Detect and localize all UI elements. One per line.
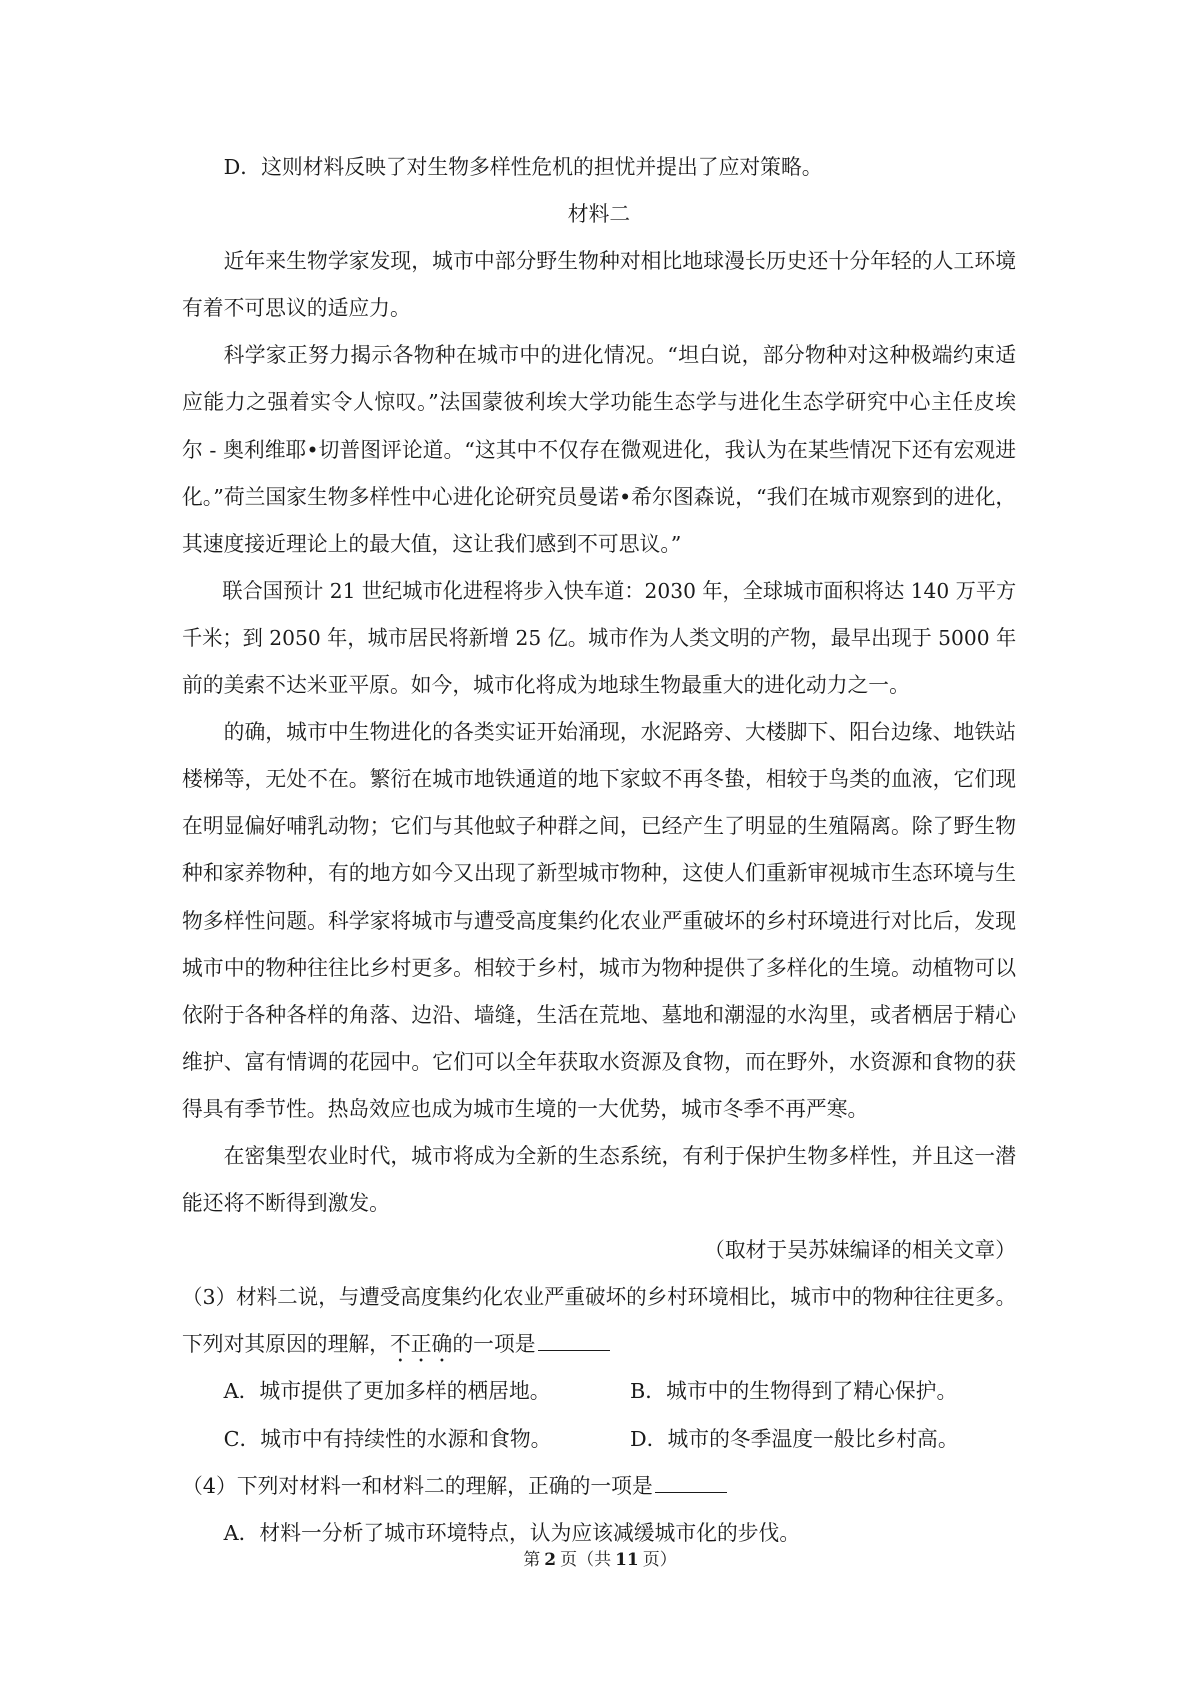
answer-blank: [538, 1332, 610, 1352]
footer-prefix: 第: [523, 1550, 541, 1570]
paragraph-line: 得具有季节性。热岛效应也成为城市生境的一大优势，城市冬季不再严寒。: [182, 1096, 869, 1121]
q3-option-d: D．城市的冬季温度一般比乡村高。: [630, 1426, 959, 1451]
q3-option-c: C．城市中有持续性的水源和食物。: [223, 1426, 552, 1451]
material-heading: 材料二: [567, 202, 631, 227]
paragraph-line: 应能力之强着实令人惊叹。”法国蒙彼利埃大学功能生态学与进化生态学研究中心主任皮埃: [182, 390, 1016, 415]
q3-prompt-after: 的一项是: [452, 1332, 536, 1357]
page-footer: [0, 1549, 1200, 1571]
paragraph-line: 科学家正努力揭示各物种在城市中的进化情况。“坦白说，部分物种对这种极端约束适: [223, 343, 1016, 368]
paragraph-line: 有着不可思议的适应力。: [182, 296, 411, 321]
q4-stem: [182, 1463, 1016, 1510]
paragraph-line: 依附于各种各样的角落、边沿、墙缝，生活在荒地、墓地和潮湿的水沟里，或者栖居于精心: [182, 1002, 1016, 1027]
paragraph-line: 种和家养物种，有的地方如今又出现了新型城市物种，这使人们重新审视城市生态环境与生: [182, 861, 1016, 886]
paragraph-line: 城市中的物种往往比乡村更多。相较于乡村，城市为物种提供了多样化的生境。动植物可以: [182, 955, 1016, 980]
q4-stem-text: （4）下列对材料一和材料二的理解，正确的一项是: [182, 1473, 653, 1498]
q3-option-b: B．城市中的生物得到了精心保护。: [630, 1379, 958, 1404]
page-content: [182, 144, 1016, 1557]
footer-middle: 页（共: [560, 1550, 612, 1570]
paragraph-line: 前的美索不达米亚平原。如今，城市化将成为地球生物最重大的进化动力之一。: [182, 673, 910, 698]
paragraph-line: 物多样性问题。科学家将城市与遭受高度集约化农业严重破坏的乡村环境进行对比后，发现: [182, 908, 1016, 933]
paragraph-line: 千米；到 2050 年，城市居民将新增 25 亿。城市作为人类文明的产物，最早出现于 5000 年: [182, 625, 1017, 650]
paragraph-line: 化。”荷兰国家生物多样性中心进化论研究员曼诺•希尔图森说，“我们在城市观察到的进化，: [182, 484, 1017, 509]
q3-emphasis: 不正确: [389, 1332, 453, 1357]
paragraph-line: 尔 - 奥利维耶•切普图评论道。“这其中不仅存在微观进化，我认为在某些情况下还有宏观进: [182, 437, 1016, 462]
paragraph-line: 维护、富有情调的花园中。它们可以全年获取水资源及食物，而在野外，水资源和食物的获: [182, 1049, 1016, 1074]
q3-options-row-1: [182, 1368, 1016, 1415]
q2-option-d: D．这则材料反映了对生物多样性危机的担忧并提出了应对策略。: [223, 155, 823, 179]
q3-stem: （3）材料二说，与遭受高度集约化农业严重破坏的乡村环境相比，城市中的物种往往更多。: [182, 1285, 1017, 1310]
paragraph-line: 在明显偏好哺乳动物；它们与其他蚊子种群之间，已经产生了明显的生殖隔离。除了野生物: [182, 814, 1016, 839]
footer-suffix: 页）: [642, 1550, 677, 1570]
paragraph-line: 的确，城市中生物进化的各类实证开始涌现，水泥路旁、大楼脚下、阳台边缘、地铁站: [223, 720, 1016, 745]
q3-prompt: [182, 1321, 1016, 1368]
footer-page-number: 2: [544, 1550, 557, 1570]
paragraph-line: 近年来生物学家发现，城市中部分野生物种对相比地球漫长历史还十分年轻的人工环境: [223, 249, 1016, 274]
paragraph-line: 在密集型农业时代，城市将成为全新的生态系统，有利于保护生物多样性，并且这一潜: [223, 1143, 1016, 1168]
footer-total-pages: 11: [615, 1550, 639, 1570]
paragraph-line: 联合国预计 21 世纪城市化进程将步入快车道：2030 年，全球城市面积将达 140 万平方: [222, 578, 1017, 603]
q3-option-a: A．城市提供了更加多样的栖居地。: [223, 1379, 551, 1404]
paragraph-line: 其速度接近理论上的最大值，这让我们感到不可思议。”: [182, 531, 682, 556]
paragraph-line: 能还将不断得到激发。: [182, 1191, 390, 1216]
paragraph-line: 楼梯等，无处不在。繁衍在城市地铁通道的地下家蚊不再冬蛰，相较于鸟类的血液，它们现: [182, 767, 1016, 792]
q3-prompt-before: 下列对其原因的理解，: [182, 1332, 390, 1357]
source-citation: （取材于吴苏妹编译的相关文章）: [704, 1238, 1016, 1263]
q4-option-a: A．材料一分析了城市环境特点，认为应该减缓城市化的步伐。: [223, 1520, 801, 1545]
answer-blank: [655, 1473, 727, 1493]
q3-options-row-2: [182, 1416, 1016, 1463]
